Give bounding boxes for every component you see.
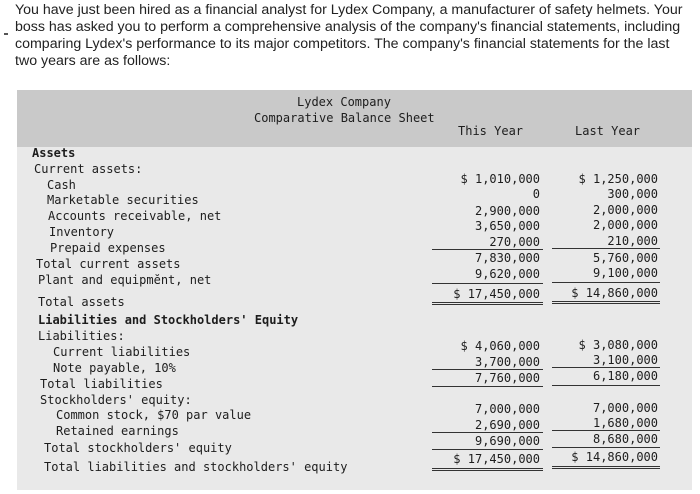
row-label-total-liabilities: Total liabilities	[40, 377, 163, 391]
value-this-total-stockholders-equity: 9,690,000	[474, 434, 540, 448]
subtotal-rule	[432, 369, 543, 370]
subtotal-rule	[552, 447, 660, 448]
row-label-total-stockholders-equity: Total stockholders' equity	[44, 441, 232, 455]
statement-title: Comparative Balance Sheet	[254, 111, 435, 125]
liabilities-heading: Liabilities:	[38, 329, 125, 343]
value-last-cash: $ 1,250,000	[578, 172, 658, 186]
value-last-total-assets: $ 14,860,000	[571, 286, 658, 300]
subtotal-rule	[552, 385, 660, 386]
problem-intro	[15, 2, 693, 70]
value-last-accounts-receivable: 2,000,000	[592, 203, 658, 217]
value-this-cash: $ 1,010,000	[460, 172, 540, 186]
intro-line: two years are as follows:	[15, 53, 171, 69]
row-label-note-payable: Note payable, 10%	[53, 361, 176, 375]
intro-line: You have just been hired as a financial analyst for Lydex Company, a manufacturer of safety helmets. Your	[15, 2, 683, 18]
row-label-total-assets: Total assets	[38, 295, 125, 309]
value-this-note-payable: 3,700,000	[474, 355, 540, 369]
row-label-cash: Cash	[47, 178, 76, 192]
subtotal-rule	[552, 282, 660, 283]
value-last-common-stock: 7,000,000	[592, 401, 658, 415]
liabilities-equity-heading: Liabilities and Stockholders' Equity	[38, 313, 299, 327]
value-this-marketable-securities: 0	[532, 187, 540, 201]
value-last-current-liabilities: $ 3,080,000	[578, 338, 658, 352]
current-assets-heading: Current assets:	[34, 162, 143, 176]
row-label-total-current-assets: Total current assets	[36, 257, 181, 271]
value-last-retained-earnings: 1,680,000	[592, 416, 658, 430]
subtotal-rule	[552, 248, 660, 249]
equity-heading: Stockholders' equity:	[40, 393, 192, 407]
value-this-accounts-receivable: 2,900,000	[474, 204, 540, 218]
value-this-prepaid-expenses: 270,000	[489, 235, 540, 249]
value-this-total-current-assets: 7,830,000	[474, 251, 540, 265]
value-this-current-liabilities: $ 4,060,000	[460, 339, 540, 353]
value-this-common-stock: 7,000,000	[474, 402, 540, 416]
row-label-common-stock: Common stock, $70 par value	[56, 408, 252, 422]
total-double-rule	[432, 302, 543, 305]
column-header-this-year: This Year	[458, 124, 524, 138]
subtotal-rule	[432, 449, 543, 450]
subtotal-rule	[432, 386, 543, 387]
assets-heading: Assets	[32, 146, 76, 160]
value-last-total-liabilities-equity: $ 14,860,000	[571, 450, 658, 464]
row-label-plant-equipment: Plant and equipmĕnt, net	[38, 273, 212, 287]
value-this-plant-equipment: 9,620,000	[474, 267, 540, 281]
subtotal-rule	[432, 283, 543, 284]
column-header-last-year: Last Year	[575, 124, 641, 138]
total-double-rule	[432, 468, 543, 471]
value-last-note-payable: 3,100,000	[592, 353, 658, 367]
row-label-current-liabilities: Current liabilities	[53, 345, 191, 359]
subtotal-rule	[432, 249, 543, 250]
total-double-rule	[552, 301, 660, 304]
company-name: Lydex Company	[297, 95, 391, 109]
value-last-inventory: 2,000,000	[592, 218, 658, 232]
value-last-total-stockholders-equity: 8,680,000	[592, 432, 658, 446]
intro-line: boss has asked you to perform a comprehensive analysis of the company's financial statements, including	[15, 19, 681, 35]
subtotal-rule	[552, 367, 660, 368]
row-label-marketable-securities: Marketable securities	[47, 193, 199, 207]
row-label-retained-earnings: Retained earnings	[56, 424, 179, 438]
value-this-retained-earnings: 2,690,000	[474, 418, 540, 432]
value-this-total-assets: $ 17,450,000	[453, 287, 540, 301]
intro-line: comparing Lydex's performance to its major competitors. The company's financial statements for the last	[15, 36, 670, 52]
subtotal-rule	[432, 432, 543, 433]
subtotal-rule	[552, 430, 660, 431]
row-label-accounts-receivable: Accounts receivable, net	[48, 209, 222, 223]
value-this-total-liabilities-equity: $ 17,450,000	[453, 452, 540, 466]
row-label-inventory: Inventory	[49, 225, 115, 239]
value-last-prepaid-expenses: 210,000	[607, 234, 658, 248]
value-last-total-liabilities: 6,180,000	[592, 369, 658, 383]
total-double-rule	[552, 466, 660, 469]
row-label-prepaid-expenses: Prepaid expenses	[50, 241, 166, 255]
bullet-mark	[4, 33, 8, 35]
value-last-marketable-securities: 300,000	[607, 187, 658, 201]
value-last-plant-equipment: 9,100,000	[592, 266, 658, 280]
value-this-inventory: 3,650,000	[474, 219, 540, 233]
value-this-total-liabilities: 7,760,000	[474, 371, 540, 385]
row-label-total-liabilities-equity: Total liabilities and stockholders' equity	[44, 460, 348, 474]
value-last-total-current-assets: 5,760,000	[592, 251, 658, 265]
